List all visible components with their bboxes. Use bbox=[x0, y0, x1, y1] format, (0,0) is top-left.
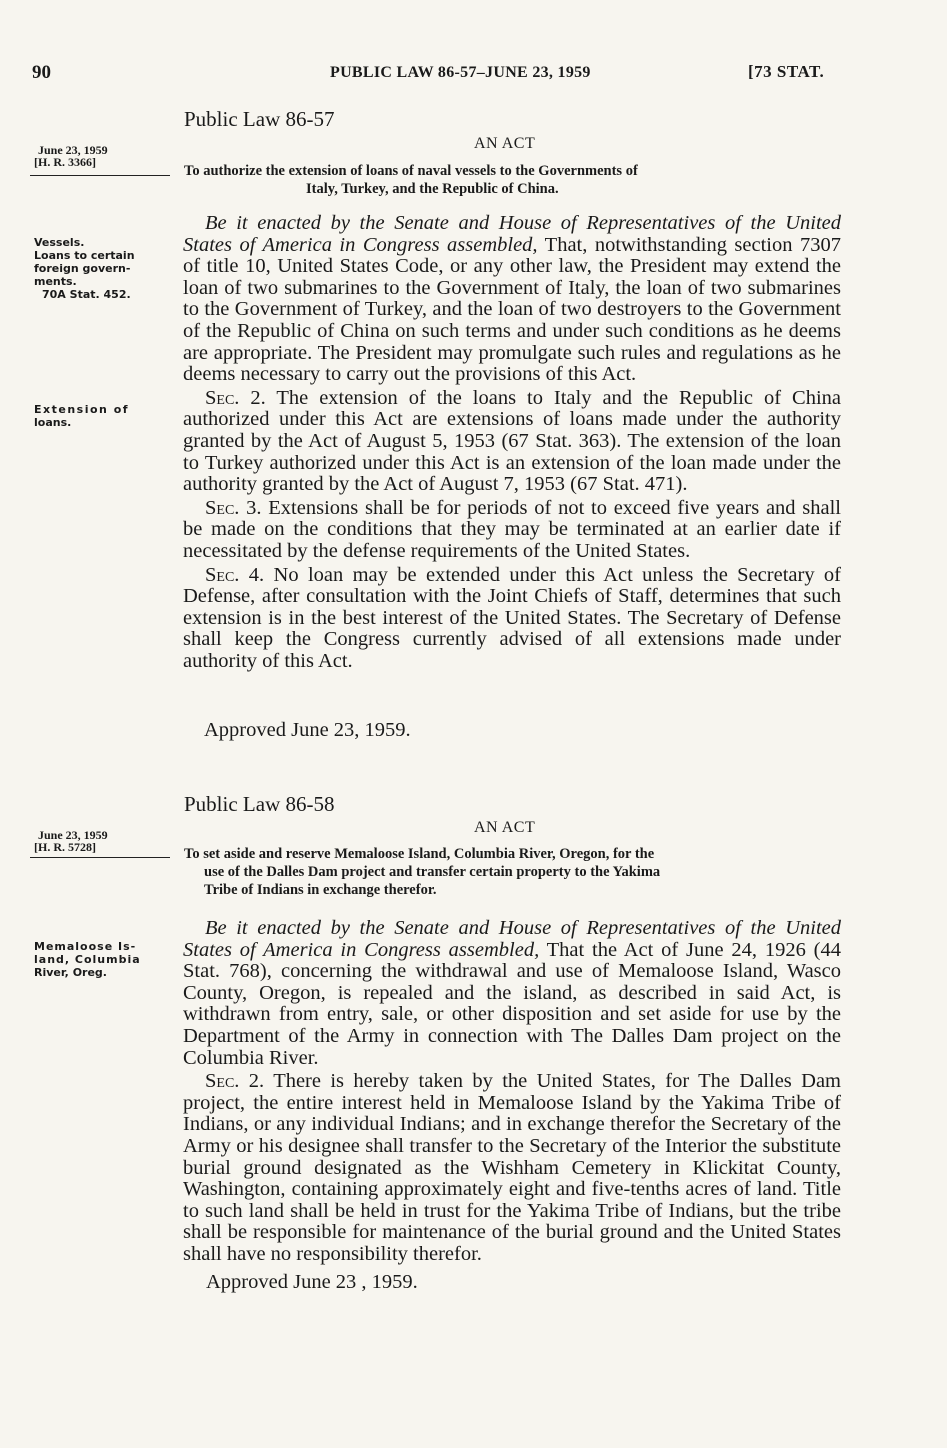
law1-section-1 bbox=[183, 213, 841, 386]
law1-sec2-text: The extension of the loans to Italy and the Republic of China authorized under this Act are extensions of loans made under the authority granted by the Act of August 5, 1953 (67 Stat. 363). The extension of the loan to Turkey authorized under this Act is an extension of the loan made under the authority granted by the Act of August 7, 1953 (67 Stat. 471). bbox=[183, 386, 841, 496]
law2-purpose-line3: Tribe of Indians in exchange therefor. bbox=[204, 882, 437, 898]
law1-sec3-text: Extensions shall be for periods of not to exceed five years and shall be made on the conditions that they may be terminated at an earlier date if necessitated by the defense requirements of the United States. bbox=[183, 496, 842, 562]
law2-date: June 23, 1959 bbox=[38, 828, 108, 842]
law2-sec2-label: Sec. 2. bbox=[205, 1070, 265, 1093]
law1-section-2 bbox=[183, 388, 841, 496]
law1-margin-rule bbox=[30, 175, 170, 176]
margin-line: Memaloose Is- bbox=[34, 940, 137, 953]
law1-sec3-label: Sec. 3. bbox=[205, 496, 262, 519]
law2-purpose-line2: use of the Dalles Dam project and transfer certain property to the Yakima bbox=[204, 864, 661, 880]
law1-section-4 bbox=[183, 565, 841, 673]
law2-section-1 bbox=[183, 918, 841, 1069]
law2-an-act: AN ACT bbox=[474, 819, 536, 836]
law1-sec1-text: That, notwithstanding section 7307 of title 10, United States Code, or any other law, the President may extend the loan of two submarines to the Government of Italy, the loan of two submarines to the Government of Turkey, and the loan of two destroyers to the Government of the Republic of China on such terms and under such conditions as he deems are appropriate. The President may promulgate such rules and regulations as he deems necessary to carry out the provisions of this Act. bbox=[183, 233, 841, 386]
law2-purpose-line1: To set aside and reserve Memaloose Island, Columbia River, Oregon, for the bbox=[184, 846, 655, 862]
margin-line: loans. bbox=[34, 416, 72, 429]
law2-margin-date bbox=[34, 828, 108, 854]
law1-margin-date bbox=[34, 143, 108, 169]
margin-line: Loans to certain bbox=[34, 249, 135, 262]
law1-purpose bbox=[184, 162, 840, 198]
law2-sec1-text: That the Act of June 24, 1926 (44 Stat. 768), concerning the withdrawal and use of Memaloose Island, Wasco County, Oregon, is repealed and the island, as described in said Act, is withdrawn from entry, sale, or other disposition and set aside for use by the Department of the Army in connection with The Dalles Dam project on the Columbia River. bbox=[183, 938, 841, 1069]
law1-enacting-clause: Be it enacted by the Senate and House of Representatives of the United States of America in Congress assembled, bbox=[183, 212, 841, 256]
margin-line: foreign govern- bbox=[34, 262, 131, 275]
law1-sec2-label: Sec. 2. bbox=[205, 386, 266, 409]
law2-body bbox=[183, 918, 841, 1266]
statute-reference: [73 STAT. bbox=[748, 62, 825, 81]
running-head: PUBLIC LAW 86-57–JUNE 23, 1959 bbox=[330, 64, 591, 81]
law1-bill-number: [H. R. 3366] bbox=[34, 155, 96, 169]
law1-an-act: AN ACT bbox=[474, 135, 536, 152]
margin-line: River, Oreg. bbox=[34, 966, 107, 979]
law1-sec4-label: Sec. 4. bbox=[205, 563, 265, 586]
law2-bill-number: [H. R. 5728] bbox=[34, 840, 96, 854]
margin-line: land, Columbia bbox=[34, 953, 141, 966]
law2-margin-note-memaloose bbox=[34, 940, 174, 979]
law2-enacting-clause: Be it enacted by the Senate and House of Representatives of the United States of America in Congress assembled, bbox=[183, 917, 841, 961]
margin-line: Extension of bbox=[34, 403, 130, 416]
law2-purpose bbox=[184, 845, 840, 899]
law1-margin-note-extension bbox=[34, 403, 174, 429]
law2-sec2-text: There is hereby taken by the United States, for The Dalles Dam project, the entire interest held in Memaloose Island by the Yakima Tribe of Indians, or any individual Indians; and in exchange therefor the Secretary of the Army or his designee shall transfer to the Secretary of the Interior the substitute burial ground designated as the Wishham Cemetery in Klickitat County, Washington, containing approximately eight and five-tenths acres of land. Title to such land shall be held in trust for the Yakima Tribe of Indians, but the tribe shall be responsible for maintenance of the burial ground and the United States shall have no responsibility therefor. bbox=[183, 1070, 841, 1265]
law1-purpose-line2: Italy, Turkey, and the Republic of China. bbox=[306, 181, 559, 197]
law2-title: Public Law 86-58 bbox=[184, 792, 335, 816]
page-number: 90 bbox=[32, 62, 51, 83]
law2-section-2 bbox=[183, 1071, 841, 1265]
law1-approved: Approved June 23, 1959. bbox=[204, 719, 411, 741]
law2-approved: Approved June 23 , 1959. bbox=[206, 1271, 418, 1293]
law1-title: Public Law 86-57 bbox=[184, 107, 335, 131]
law1-date: June 23, 1959 bbox=[38, 143, 108, 157]
margin-line: 70A Stat. 452. bbox=[42, 288, 131, 301]
law1-sec4-text: No loan may be extended under this Act unless the Secretary of Defense, after consultation with the Joint Chiefs of Staff, determines that such extension is in the best interest of the United States. The Secretary of Defense shall keep the Congress currently advised of all extensions made under authority of this Act. bbox=[183, 563, 842, 672]
law1-margin-note-vessels bbox=[34, 236, 174, 301]
law1-section-3 bbox=[183, 498, 841, 563]
margin-line: ments. bbox=[34, 275, 77, 288]
margin-line: Vessels. bbox=[34, 236, 85, 249]
law2-margin-rule bbox=[30, 857, 170, 858]
law1-purpose-line1: To authorize the extension of loans of naval vessels to the Governments of bbox=[184, 163, 638, 179]
law1-body bbox=[183, 213, 841, 672]
